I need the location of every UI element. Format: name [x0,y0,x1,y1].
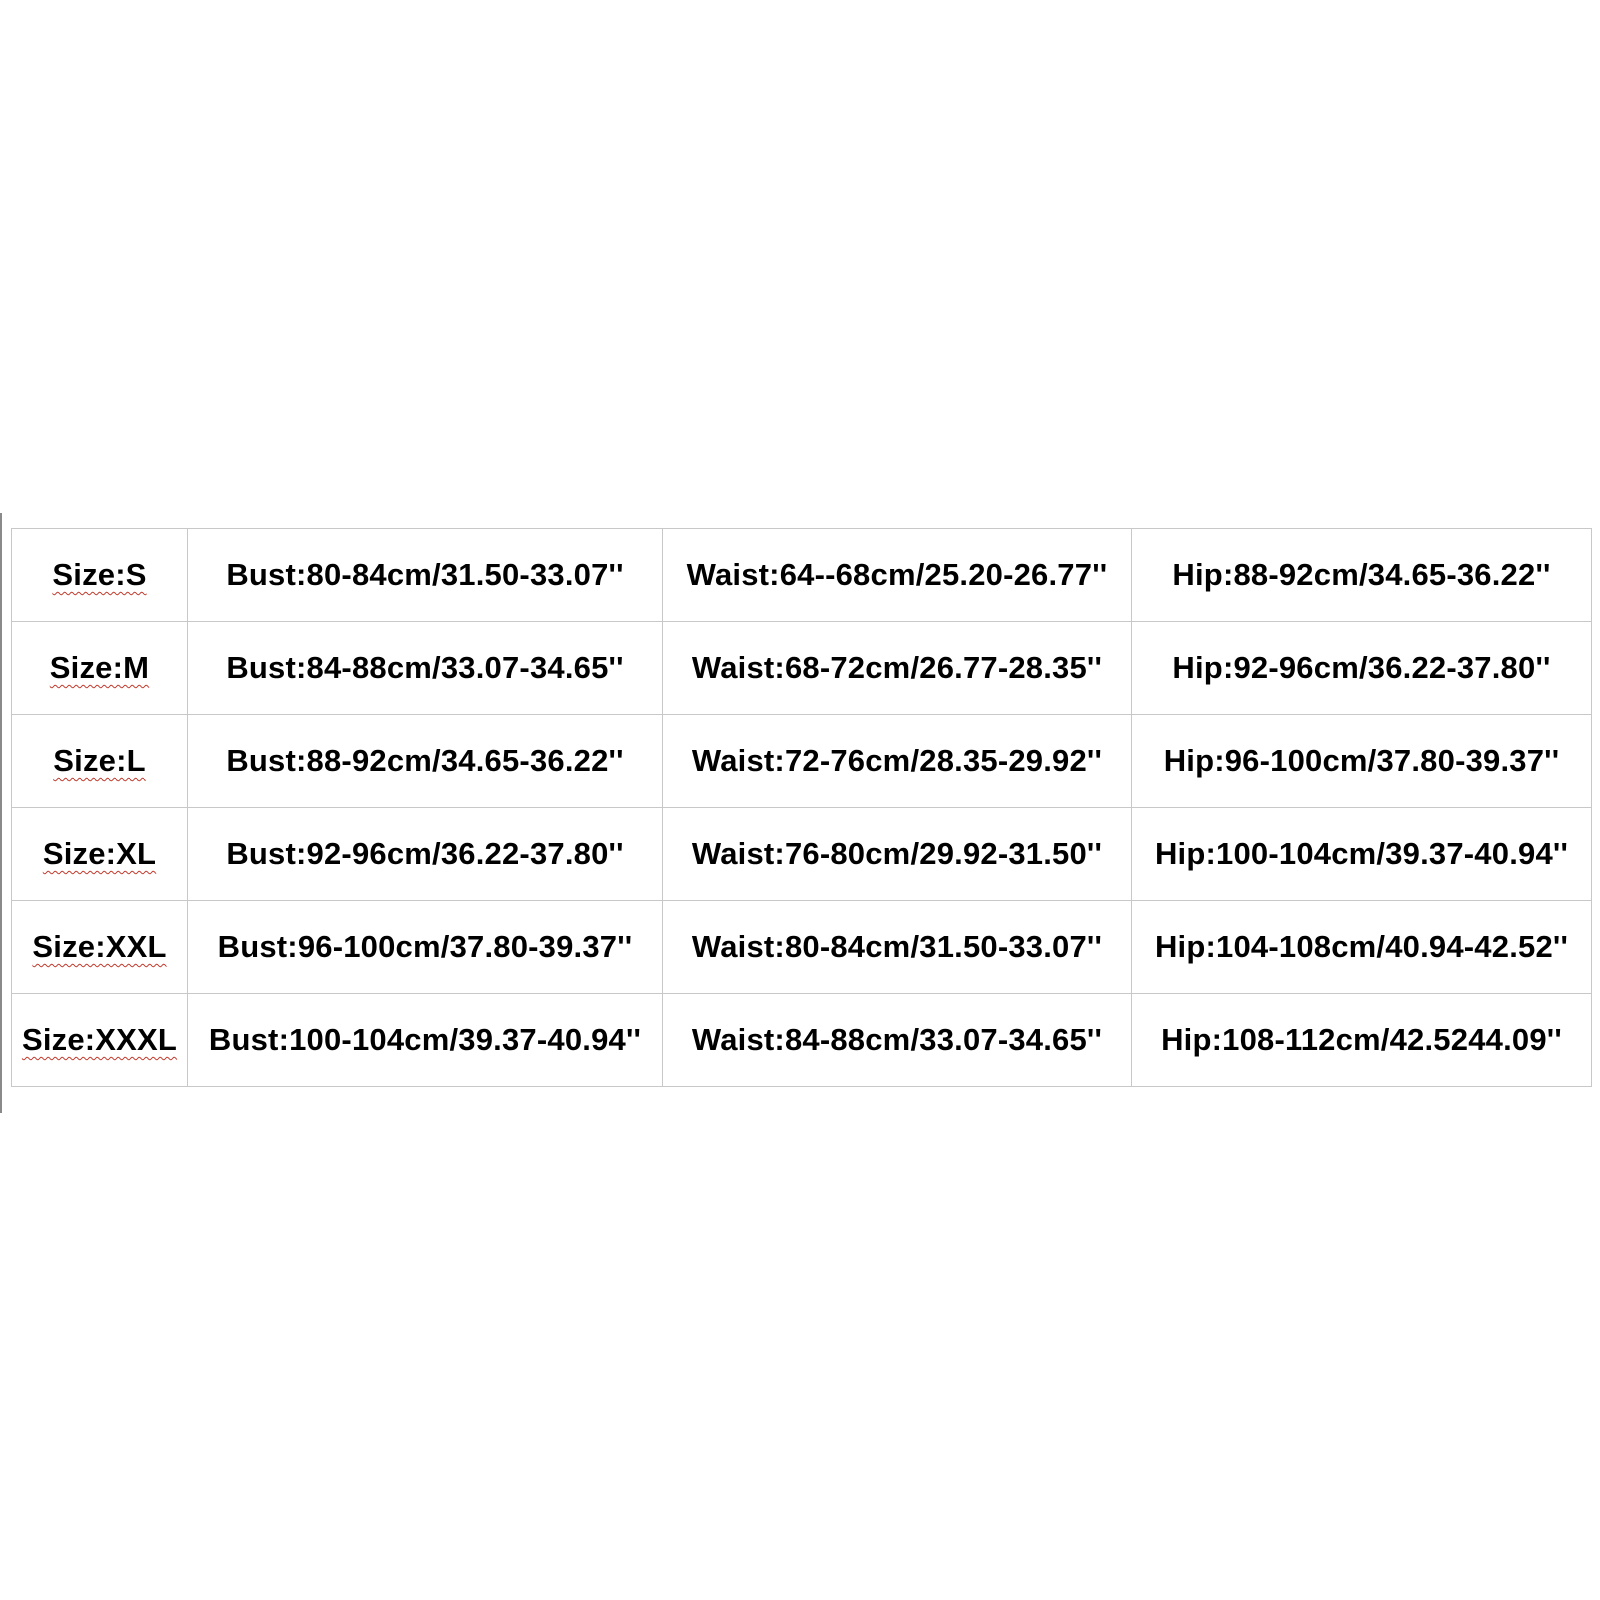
size-cell [12,622,188,715]
hip-cell: Hip:104-108cm/40.94-42.52'' [1132,901,1592,994]
bust-cell: Bust:92-96cm/36.22-37.80'' [188,808,663,901]
size-label: Size:XL [42,836,157,871]
size-label: Size:L [53,743,146,778]
size-cell [12,808,188,901]
waist-cell: Waist:68-72cm/26.77-28.35'' [663,622,1132,715]
table-row [12,529,1592,622]
left-border-line [0,513,2,1113]
hip-cell: Hip:96-100cm/37.80-39.37'' [1132,715,1592,808]
size-cell [12,994,188,1087]
bust-cell: Bust:88-92cm/34.65-36.22'' [188,715,663,808]
size-label: Size:S [52,557,147,592]
waist-cell: Waist:76-80cm/29.92-31.50'' [663,808,1132,901]
hip-cell: Hip:108-112cm/42.5244.09'' [1132,994,1592,1087]
waist-cell: Waist:84-88cm/33.07-34.65'' [663,994,1132,1087]
table-row [12,622,1592,715]
table-row [12,994,1592,1087]
size-cell [12,715,188,808]
table-row [12,715,1592,808]
bust-cell: Bust:100-104cm/39.37-40.94'' [188,994,663,1087]
size-label: Size:M [49,650,150,685]
waist-cell: Waist:64--68cm/25.20-26.77'' [663,529,1132,622]
table-row [12,808,1592,901]
size-label: Size:XXL [32,929,167,964]
bust-cell: Bust:96-100cm/37.80-39.37'' [188,901,663,994]
size-cell [12,529,188,622]
size-cell [12,901,188,994]
bust-cell: Bust:80-84cm/31.50-33.07'' [188,529,663,622]
table-row [12,901,1592,994]
waist-cell: Waist:80-84cm/31.50-33.07'' [663,901,1132,994]
hip-cell: Hip:92-96cm/36.22-37.80'' [1132,622,1592,715]
size-chart-table [11,528,1592,1087]
waist-cell: Waist:72-76cm/28.35-29.92'' [663,715,1132,808]
bust-cell: Bust:84-88cm/33.07-34.65'' [188,622,663,715]
size-label: Size:XXXL [21,1022,178,1057]
hip-cell: Hip:100-104cm/39.37-40.94'' [1132,808,1592,901]
hip-cell: Hip:88-92cm/34.65-36.22'' [1132,529,1592,622]
